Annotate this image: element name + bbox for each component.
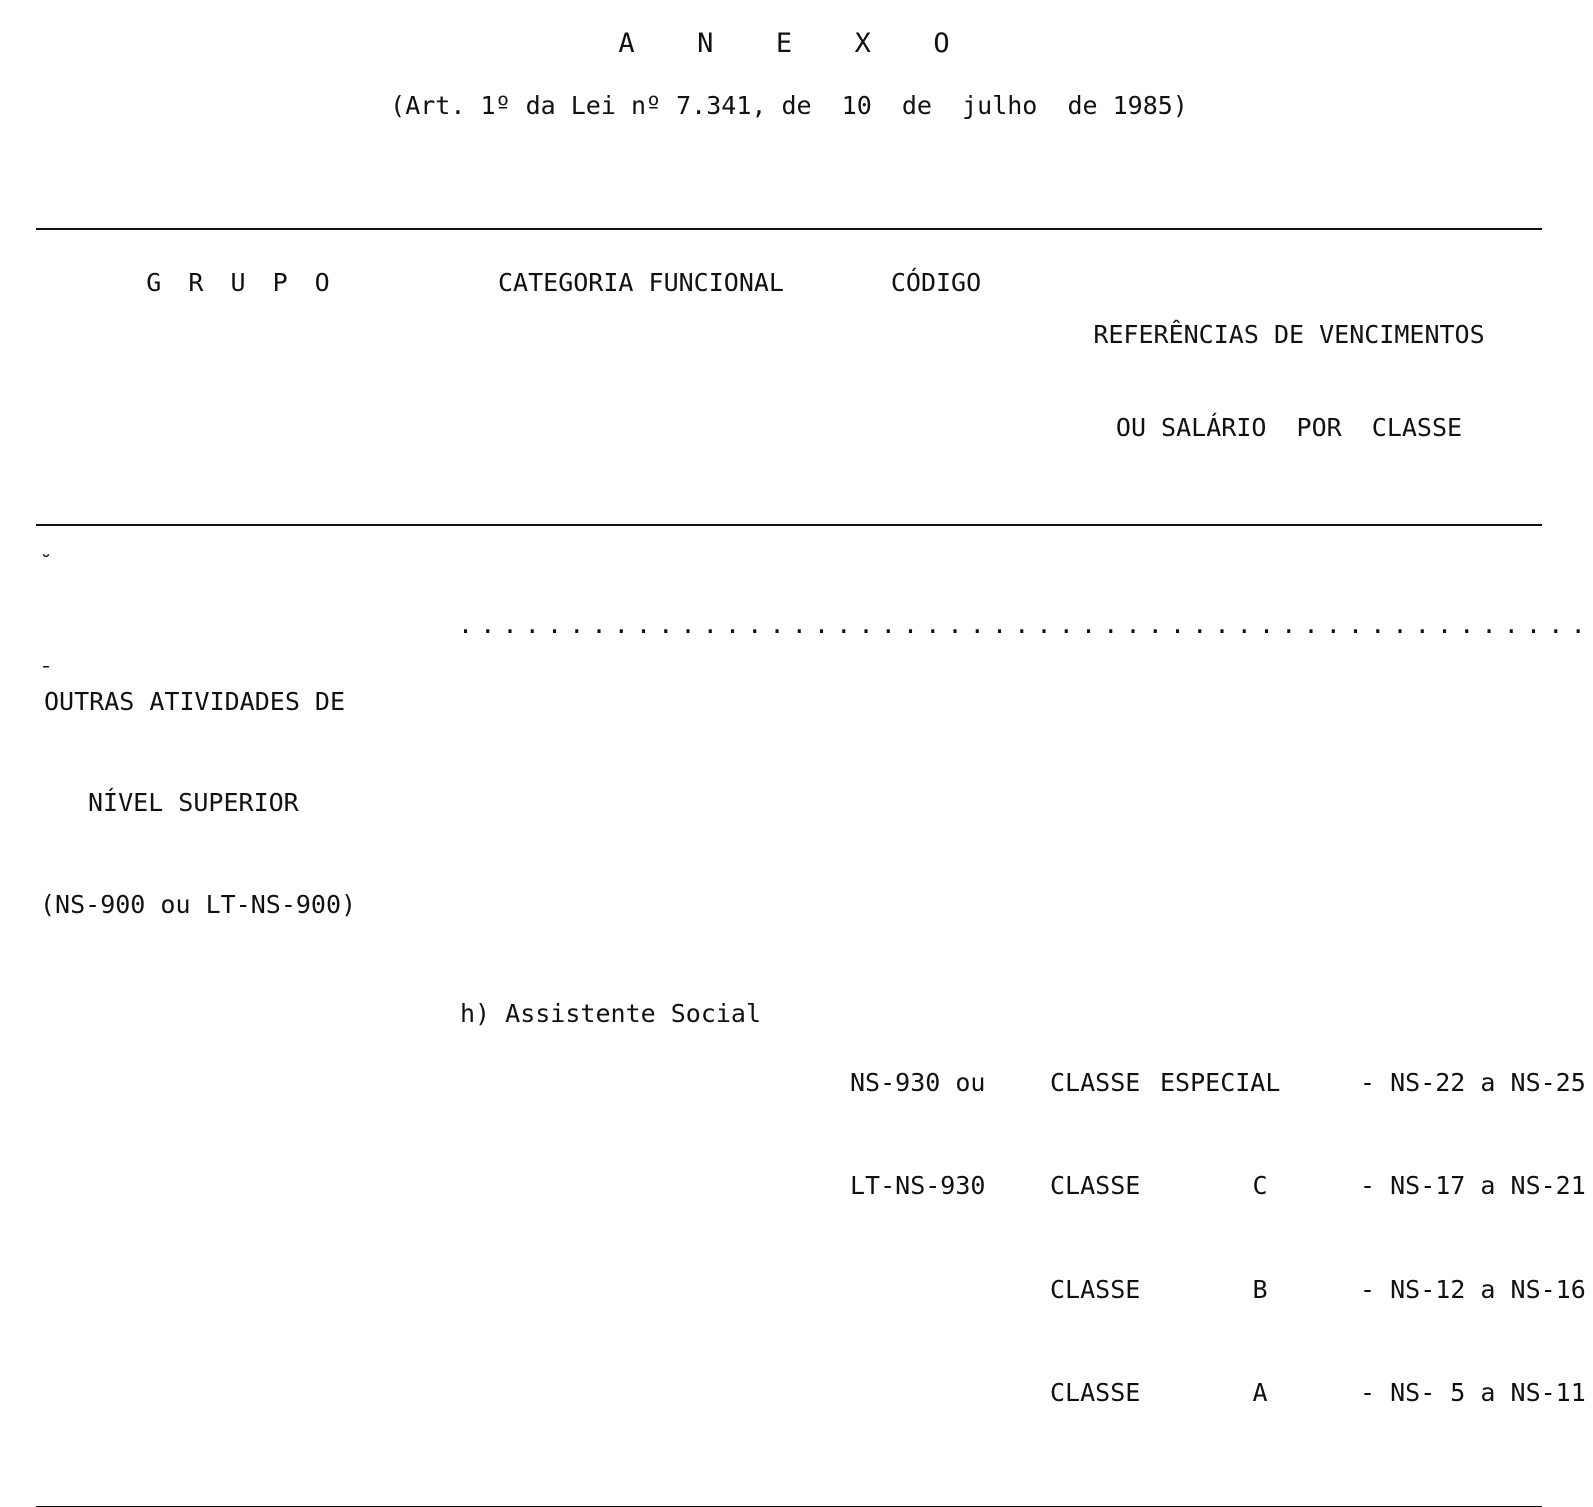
margin-tick-bottom-icon: ˍ xyxy=(40,645,53,669)
row-codigo-line2: LT-NS-930 xyxy=(850,1171,986,1201)
row-codigo-line1: NS-930 ou xyxy=(850,1067,986,1097)
row-referencias xyxy=(1050,997,1586,1480)
referencia-classe-nivel: A xyxy=(1252,1378,1268,1408)
referencia-faixa: - NS-22 a NS-25 xyxy=(1360,1067,1586,1097)
row-categoria: h) Assistente Social xyxy=(460,998,762,1028)
table-row xyxy=(36,989,1586,1504)
column-header-referencias-line2: OU SALÁRIO POR CLASSE xyxy=(1115,413,1463,443)
group-name-line3: (NS-900 ou LT-NS-900) xyxy=(40,889,357,919)
referencia-line xyxy=(1050,1273,1586,1308)
leader-dots: ................................................... xyxy=(458,610,1593,639)
referencia-line xyxy=(1050,1066,1586,1101)
referencia-classe-label: CLASSE xyxy=(1050,1378,1141,1408)
group-name-cell xyxy=(36,526,446,989)
referencia-faixa: - NS-12 a NS-16 xyxy=(1360,1274,1586,1304)
referencia-classe-nivel: ESPECIAL xyxy=(1160,1067,1281,1097)
referencia-classe-nivel: C xyxy=(1252,1171,1268,1201)
row-codigo xyxy=(850,997,1050,1273)
referencia-classe-label: CLASSE xyxy=(1050,1171,1141,1201)
annex-table xyxy=(36,228,1593,1507)
document-page xyxy=(0,28,1593,1408)
page-title: A N E X O xyxy=(618,28,960,59)
column-header-referencias xyxy=(1036,256,1542,506)
column-header-codigo: CÓDIGO xyxy=(890,268,982,297)
column-header-categoria: CATEGORIA FUNCIONAL xyxy=(498,268,784,297)
margin-tick-top-icon: ˘ xyxy=(40,551,53,575)
group-name-line2: NÍVEL SUPERIOR xyxy=(88,788,299,818)
column-header-grupo: G R U P O xyxy=(146,268,336,297)
referencia-line xyxy=(1050,1169,1586,1204)
group-name-line1: OUTRAS ATIVIDADES DE xyxy=(44,687,346,716)
group-leader-dots-cell xyxy=(446,526,1593,660)
referencia-classe-nivel: B xyxy=(1252,1274,1268,1304)
group-row xyxy=(36,526,1593,989)
table-header-row xyxy=(36,230,1542,524)
referencia-line xyxy=(1050,1376,1586,1411)
column-header-referencias-line1: REFERÊNCIAS DE VENCIMENTOS xyxy=(1093,319,1485,349)
referencia-faixa: - NS- 5 a NS-11 xyxy=(1360,1378,1586,1408)
referencia-classe-label: CLASSE xyxy=(1050,1274,1141,1304)
referencia-faixa: - NS-17 a NS-21 xyxy=(1360,1171,1586,1201)
referencia-classe-label: CLASSE xyxy=(1050,1067,1141,1097)
page-subtitle: (Art. 1º da Lei nº 7.341, de 10 de julho de 1985) xyxy=(390,91,1188,120)
